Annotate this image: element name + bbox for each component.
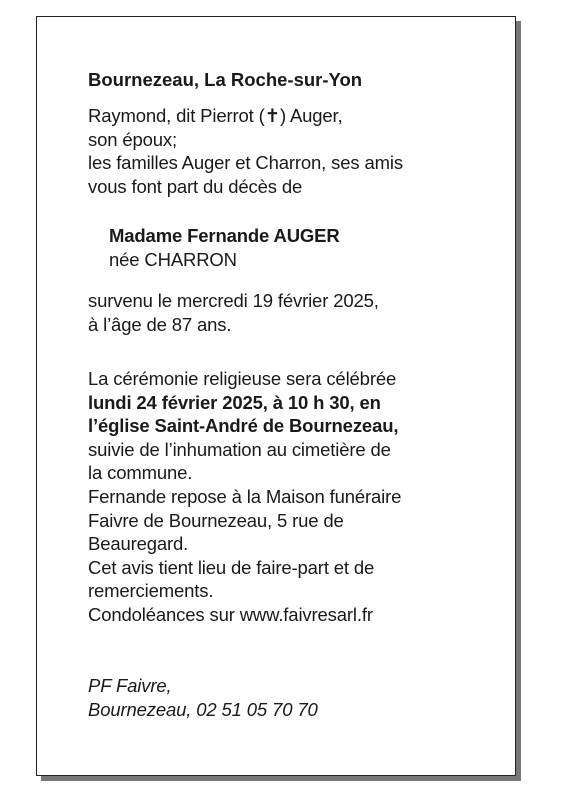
deceased-block	[88, 224, 340, 271]
death-line: à l’âge de 87 ans.	[88, 313, 232, 335]
deceased-birth-name: née CHARRON	[109, 248, 237, 270]
ceremony-line: Faivre de Bournezeau, 5 rue de	[88, 509, 344, 531]
ceremony-paragraph	[88, 367, 401, 627]
signature-block	[88, 674, 318, 721]
funeral-home-name: PF Faivre,	[88, 675, 172, 696]
ceremony-intro: La cérémonie religieuse sera célébrée	[88, 368, 397, 389]
intro-line: son époux;	[88, 128, 178, 150]
deceased-name: Madame Fernande AUGER	[109, 225, 340, 246]
death-line: survenu le mercredi 19 février 2025,	[88, 290, 379, 311]
death-paragraph	[88, 289, 379, 336]
ceremony-line: la commune.	[88, 462, 193, 484]
condolences-line: Condoléances sur www.faivresarl.fr	[88, 603, 373, 625]
ceremony-line: Fernande repose à la Maison funéraire	[88, 485, 402, 507]
intro-paragraph	[88, 104, 403, 198]
ceremony-line: Cet avis tient lieu de faire-part et de	[88, 556, 375, 578]
intro-line: les familles Auger et Charron, ses amis	[88, 152, 403, 174]
funeral-home-contact: Bournezeau, 02 51 05 70 70	[88, 698, 318, 720]
intro-line: Raymond, dit Pierrot (✝) Auger,	[88, 105, 343, 126]
ceremony-date: lundi 24 février 2025, à 10 h 30, en	[88, 391, 381, 413]
ceremony-place: l’église Saint-André de Bournezeau,	[88, 415, 399, 437]
obituary-notice	[36, 16, 516, 776]
ceremony-line: suivie de l’inhumation au cimetière de	[88, 438, 391, 460]
ceremony-line: Beauregard.	[88, 533, 189, 555]
ceremony-line: remerciements.	[88, 580, 214, 602]
notice-heading: Bournezeau, La Roche-sur-Yon	[88, 69, 363, 90]
intro-line: vous font part du décès de	[88, 175, 303, 197]
